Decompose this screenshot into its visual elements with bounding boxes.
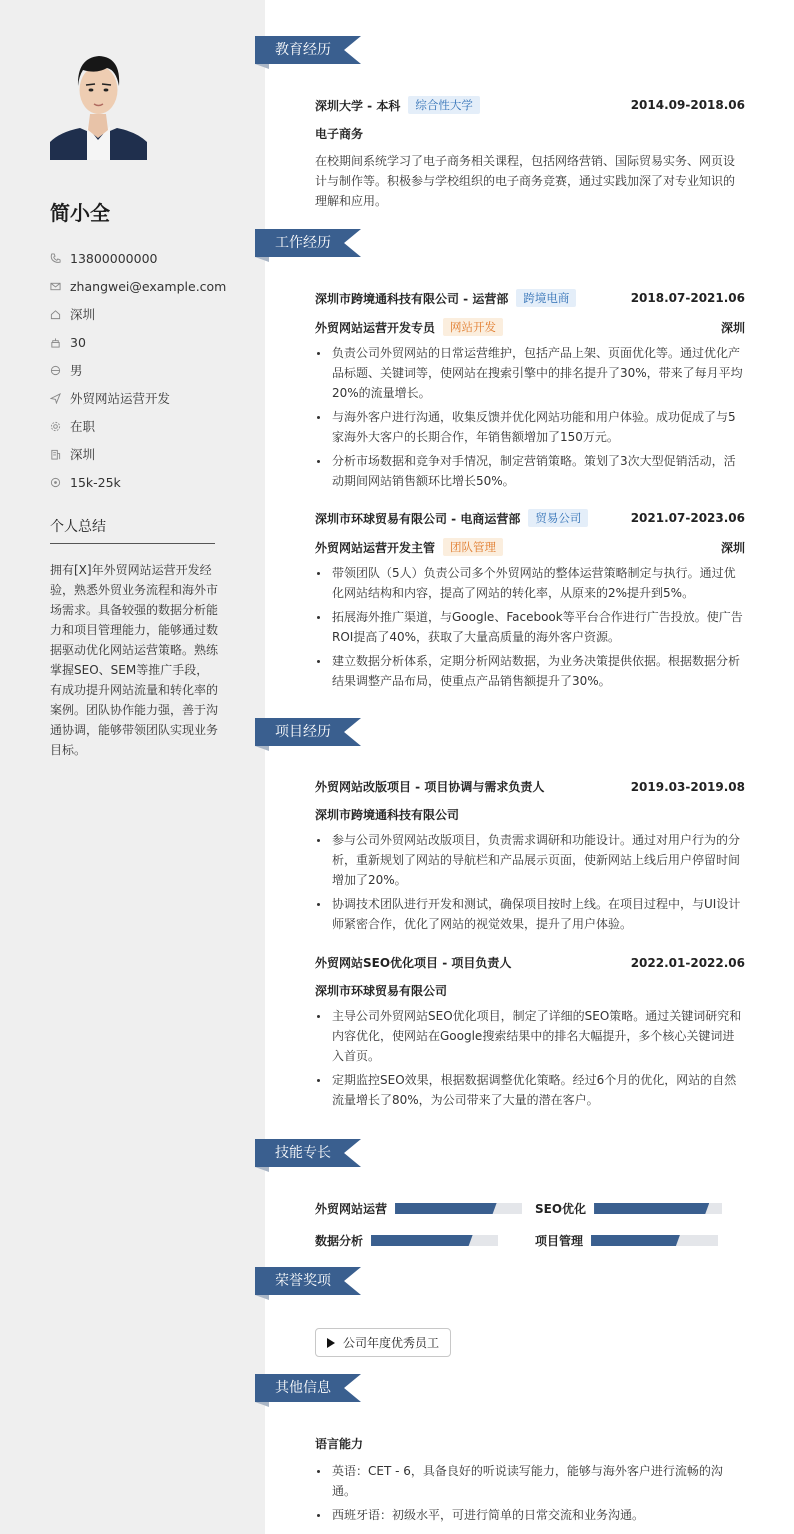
summary-divider xyxy=(50,543,215,544)
work-bullets xyxy=(315,563,745,691)
summary-text: 拥有[X]年外贸网站运营开发经验，熟悉外贸业务流程和海外市场需求。具备较强的数据分析能力和项目管理能力，能够通过数据驱动优化网站运营策略。熟练掌握SEO、SEM等推广手段，有成功提升网站流量和转化率的案例。团队协作能力强，善于沟通协调，能够带领团队实现业务目标。 xyxy=(50,563,219,757)
work-company-tag: 跨境电商 xyxy=(516,289,576,307)
section-header-work xyxy=(255,229,365,257)
avatar xyxy=(50,40,147,160)
work-city: 深圳 xyxy=(720,320,745,335)
project-title: 外贸网站改版项目 - 项目协调与需求负责人 xyxy=(315,780,545,794)
skill-bar-fill xyxy=(371,1235,473,1246)
education-major: 电子商务 xyxy=(315,127,364,141)
skill-name: 项目管理 xyxy=(535,1234,584,1248)
position-icon xyxy=(50,393,61,404)
info-city-text: 深圳 xyxy=(70,447,96,462)
project-bullets xyxy=(315,830,745,934)
info-position-text: 外贸网站运营开发 xyxy=(70,391,171,406)
skill-item xyxy=(535,1200,722,1217)
phone-icon xyxy=(50,253,61,264)
project-company: 深圳市跨境通科技有限公司 xyxy=(315,808,460,822)
info-salary-text: 15k-25k xyxy=(70,474,121,490)
award-item xyxy=(315,1328,451,1357)
list-item: 参与公司外贸网站改版项目，负责需求调研和功能设计。通过对用户行为的分析，重新规划了网站的导航栏和产品展示页面，使新网站上线后用户停留时间增加了20%。 xyxy=(315,830,745,890)
list-item: 西班牙语：初级水平，可进行简单的日常交流和业务沟通。 xyxy=(315,1505,745,1525)
list-item: 英语：CET - 6，具备良好的听说读写能力，能够与海外客户进行流畅的沟通。 xyxy=(315,1461,745,1501)
summary-title: 个人总结 xyxy=(50,519,106,535)
list-item: 定期监控SEO效果，根据数据调整优化策略。经过6个月的优化，网站的自然流量增长了80%，为公司带来了大量的潜在客户。 xyxy=(315,1070,745,1110)
section-header-education xyxy=(255,36,365,64)
gender-icon xyxy=(50,365,61,376)
section-header-awards xyxy=(255,1267,365,1295)
info-salary xyxy=(50,468,240,496)
sidebar xyxy=(0,0,265,1534)
skill-item xyxy=(315,1200,522,1217)
info-status xyxy=(50,412,240,440)
work-role-tag: 网站开发 xyxy=(443,318,503,336)
project-entry xyxy=(315,954,745,1114)
status-icon xyxy=(50,421,61,432)
list-item: 协调技术团队进行开发和测试，确保项目按时上线。在项目过程中，与UI设计师紧密合作，优化了网站的视觉效果，提升了用户体验。 xyxy=(315,894,745,934)
education-date: 2014.09-2018.06 xyxy=(630,98,745,112)
skill-item xyxy=(535,1232,718,1249)
mail-icon xyxy=(50,281,61,292)
education-desc: 在校期间系统学习了电子商务相关课程，包括网络营销、国际贸易实务、网页设计与制作等。积极参与学校组织的电子商务竞赛，通过实践加深了对专业知识的理解和应用。 xyxy=(315,154,736,208)
info-city xyxy=(50,440,240,468)
info-location xyxy=(50,300,240,328)
project-bullets xyxy=(315,1006,745,1110)
contact-info-list xyxy=(50,244,240,496)
info-status-text: 在职 xyxy=(70,419,96,434)
work-city: 深圳 xyxy=(720,540,745,555)
work-role: 外贸网站运营开发专员 xyxy=(315,320,436,335)
age-icon xyxy=(50,337,61,348)
info-email xyxy=(50,272,240,300)
section-title-project: 项目经历 xyxy=(275,724,331,740)
skill-bar-fill xyxy=(594,1203,709,1214)
education-entry xyxy=(315,96,745,211)
skill-bar xyxy=(591,1235,718,1246)
info-position xyxy=(50,384,240,412)
work-date: 2018.07-2021.06 xyxy=(630,291,745,305)
info-age xyxy=(50,328,240,356)
work-entry xyxy=(315,289,745,495)
section-title-skills: 技能专长 xyxy=(275,1145,331,1161)
other-title: 语言能力 xyxy=(315,1437,364,1451)
work-company-tag: 贸易公司 xyxy=(528,509,588,527)
work-company: 深圳市环球贸易有限公司 - 电商运营部 xyxy=(315,511,521,526)
section-title-awards: 荣誉奖项 xyxy=(275,1273,331,1289)
project-title: 外贸网站SEO优化项目 - 项目负责人 xyxy=(315,956,512,970)
skill-name: 数据分析 xyxy=(315,1234,364,1248)
skill-name: SEO优化 xyxy=(535,1202,587,1216)
info-age-text: 30 xyxy=(70,334,86,350)
salary-icon xyxy=(50,477,61,488)
info-gender-text: 男 xyxy=(70,363,83,378)
skill-bar xyxy=(395,1203,522,1214)
work-company: 深圳市跨境通科技有限公司 - 运营部 xyxy=(315,291,509,306)
work-role-tag: 团队管理 xyxy=(443,538,503,556)
skill-bar-fill xyxy=(591,1235,680,1246)
skill-bar xyxy=(594,1203,722,1214)
section-title-education: 教育经历 xyxy=(275,42,331,58)
list-item: 建立数据分析体系，定期分析网站数据，为业务决策提供依据。根据数据分析结果调整产品布局，使重点产品销售额提升了30%。 xyxy=(315,651,745,691)
profile-name: 简小全 xyxy=(50,201,110,225)
section-title-work: 工作经历 xyxy=(275,235,331,251)
list-item: 与海外客户进行沟通，收集反馈并优化网站功能和用户体验。成功促成了与5家海外大客户的长期合作，年销售额增加了150万元。 xyxy=(315,407,745,447)
skill-item xyxy=(315,1232,498,1249)
section-title-other: 其他信息 xyxy=(275,1380,331,1396)
section-header-skills xyxy=(255,1139,365,1167)
list-item: 分析市场数据和竞争对手情况，制定营销策略。策划了3次大型促销活动，活动期间网站销售额环比增长50%。 xyxy=(315,451,745,491)
play-icon xyxy=(327,1338,335,1348)
list-item: 带领团队（5人）负责公司多个外贸网站的整体运营策略制定与执行。通过优化网站结构和内容，提高了网站的转化率，从原来的2%提升到5%。 xyxy=(315,563,745,603)
work-entry xyxy=(315,509,745,695)
other-entry xyxy=(315,1435,745,1529)
project-date: 2019.03-2019.08 xyxy=(630,779,745,794)
project-date: 2022.01-2022.06 xyxy=(630,955,745,970)
project-company: 深圳市环球贸易有限公司 xyxy=(315,984,448,998)
info-phone xyxy=(50,244,240,272)
other-bullets xyxy=(315,1461,745,1525)
skill-bar xyxy=(371,1235,498,1246)
info-gender xyxy=(50,356,240,384)
work-date: 2021.07-2023.06 xyxy=(630,511,745,525)
list-item: 负责公司外贸网站的日常运营维护，包括产品上架、页面优化等。通过优化产品标题、关键词等，使网站在搜索引擎中的排名提升了30%，带来了每月平均20%的流量增长。 xyxy=(315,343,745,403)
award-name: 公司年度优秀员工 xyxy=(343,1336,440,1350)
work-role: 外贸网站运营开发主管 xyxy=(315,540,436,555)
project-entry xyxy=(315,778,745,938)
education-tag: 综合性大学 xyxy=(408,96,480,114)
info-location-text: 深圳 xyxy=(70,307,96,322)
work-bullets xyxy=(315,343,745,491)
building-icon xyxy=(50,449,61,460)
list-item: 主导公司外贸网站SEO优化项目，制定了详细的SEO策略。通过关键词研究和内容优化，使网站在Google搜索结果中的排名大幅提升，多个核心关键词进入首页。 xyxy=(315,1006,745,1066)
skill-name: 外贸网站运营 xyxy=(315,1202,388,1216)
section-header-other xyxy=(255,1374,365,1402)
info-phone-text: 13800000000 xyxy=(70,250,158,266)
section-header-project xyxy=(255,718,365,746)
list-item: 拓展海外推广渠道，与Google、Facebook等平台合作进行广告投放。使广告ROI提高了40%，获取了大量高质量的海外客户资源。 xyxy=(315,607,745,647)
info-email-text: zhangwei@example.com xyxy=(70,278,227,294)
home-icon xyxy=(50,309,61,320)
skill-bar-fill xyxy=(395,1203,497,1214)
education-school: 深圳大学 - 本科 xyxy=(315,98,401,113)
